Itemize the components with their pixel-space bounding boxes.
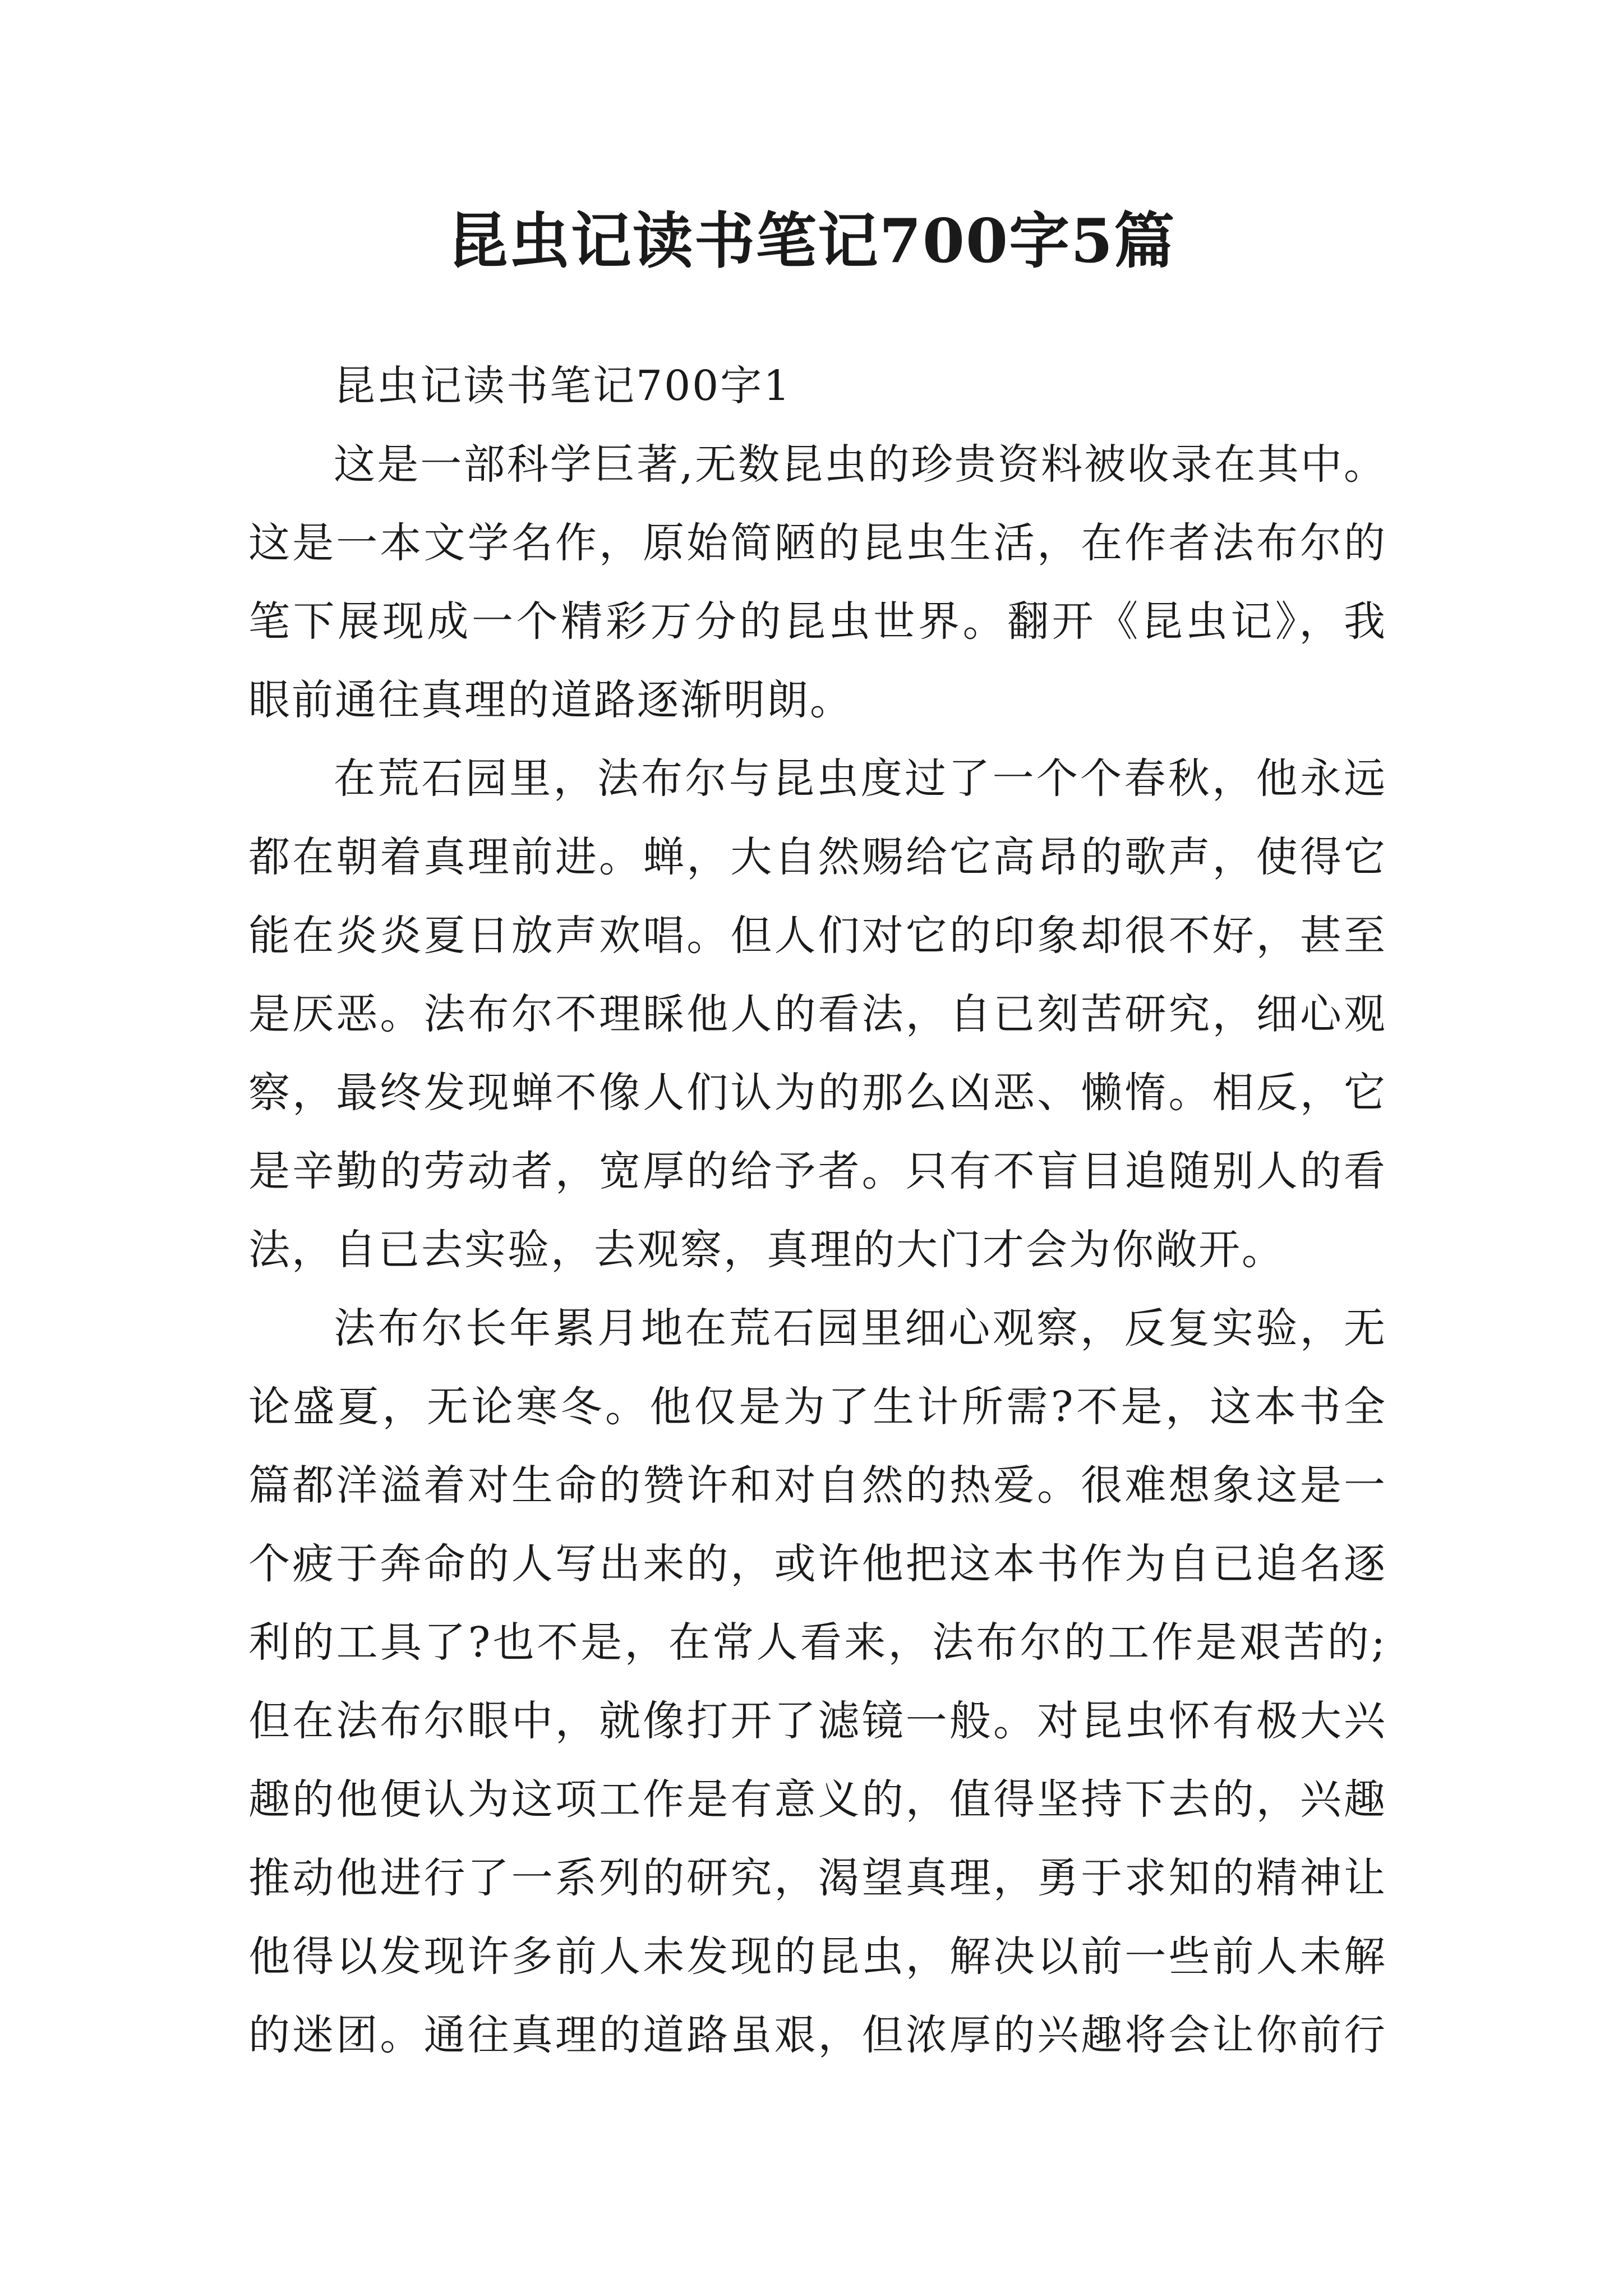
document-body (248, 347, 1387, 2074)
paragraph: 这是一部科学巨著,无数昆虫的珍贵资料被收录在其中。这是一本文学名作，原始简陋的昆虫生活，在作者法布尔的笔下展现成一个精彩万分的昆虫世界。翻开《昆虫记》，我眼前通往真理的道路逐渐明朗。 (248, 440, 1387, 724)
document-title: 昆虫记读书笔记700字5篇 (447, 206, 1176, 277)
paragraph: 法布尔长年累月地在荒石园里细心观察，反复实验，无论盛夏，无论寒冬。他仅是为了生计所需?不是，这本书全篇都洋溢着对生命的赞许和对自然的热爱。很难想象这是一个疲于奔命的人写出来的，或许他把这本书作为自已追名逐利的工具了?也不是，在常人看来，法布尔的工作是艰苦的;但在法布尔眼中，就像打开了滤镜一般。对昆虫怀有极大兴趣的他便认为这项工作是有意义的，值得坚持下去的，兴趣推动他进行了一系列的研究，渴望真理，勇于求知的精神让他得以发现许多前人未发现的昆虫，解决以前一些前人未解的迷团。通往真理的道路虽艰，但浓厚的兴趣将会让你前行 (248, 1304, 1387, 2059)
section-heading: 昆虫记读书笔记700字1 (334, 362, 792, 410)
paragraph: 在荒石园里，法布尔与昆虫度过了一个个春秋，他永远都在朝着真理前进。蝉，大自然赐给它高昂的歌声，使得它能在炎炎夏日放声欢唱。但人们对它的印象却很不好，甚至是厌恶。法布尔不理睬他人的看法，自已刻苦研究，细心观察，最终发现蝉不像人们认为的那么凶恶、懒惰。相反，它是辛勤的劳动者，宽厚的给予者。只有不盲目追随别人的看法，自已去实验，去观察，真理的大门才会为你敞开。 (248, 754, 1387, 1274)
